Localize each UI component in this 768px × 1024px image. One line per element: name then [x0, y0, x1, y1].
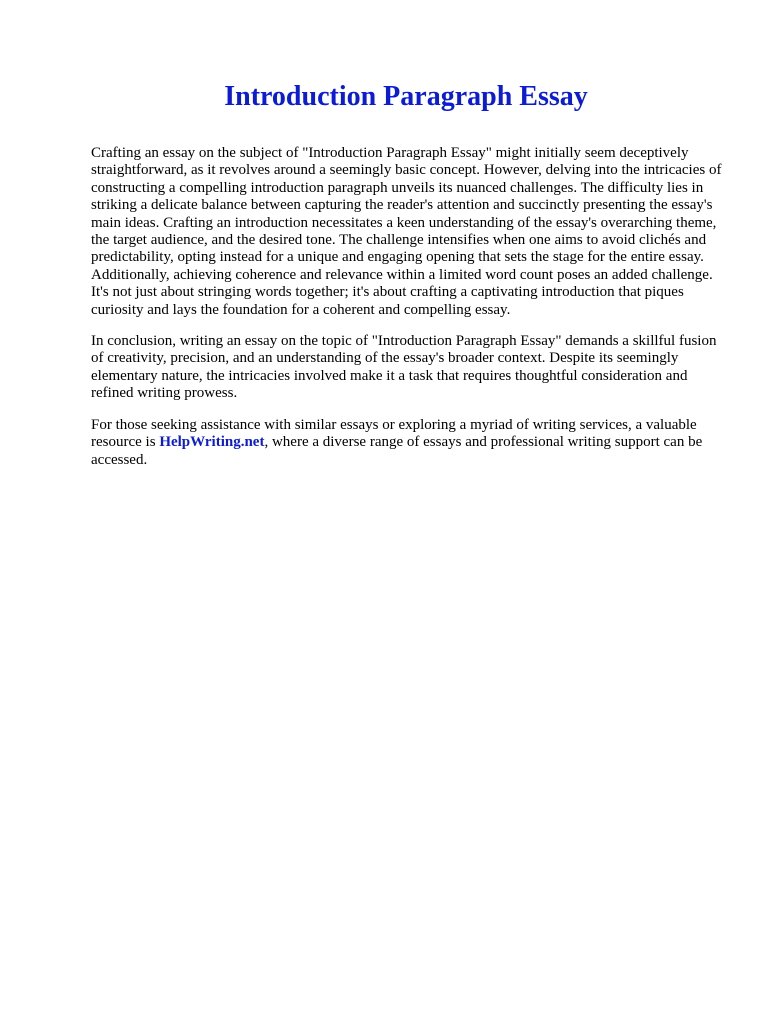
paragraph-3-after-link: , where a diverse range of essays and professional writing support can be accessed.	[91, 434, 703, 468]
paragraph-2: In conclusion, writing an essay on the topic of "Introduction Paragraph Essay" demands a skillful fusion of creativity, precision, and an understanding of the essay's broader context. Despite its seemingly elementary nature, the intricacies involved make it a task that requires thoughtful consideration and refined writing prowess.	[91, 333, 717, 402]
paragraph-3	[91, 417, 731, 469]
paragraph-3-before-link: For those seeking assistance with similar essays or exploring a myriad of writing services, a valuable resource is	[91, 416, 697, 451]
paragraph-1: Crafting an essay on the subject of "Introduction Paragraph Essay" might initially seem deceptively straightforward, as it revolves around a seemingly basic concept. However, delving into the intricacies of constructing a compelling introduction paragraph unveils its nuanced challenges. The difficulty lies in striking a delicate balance between capturing the reader's attention and succinctly presenting the essay's main ideas. Crafting an introduction necessitates a keen understanding of the essay's overarching theme, the target audience, and the desired tone. The challenge intensifies when one aims to avoid clichés and predictability, opting instead for a unique and engaging opening that sets the stage for the entire essay. Additionally, achieving coherence and relevance within a limited word count poses an added challenge. It's not just about stringing words together; it's about crafting a captivating introduction that piques curiosity and lays the foundation for a coherent and compelling essay.	[91, 145, 722, 318]
document-body	[91, 145, 731, 483]
page-title: Introduction Paragraph Essay	[224, 81, 588, 112]
helpwriting-link[interactable]: HelpWriting.net	[159, 434, 265, 451]
